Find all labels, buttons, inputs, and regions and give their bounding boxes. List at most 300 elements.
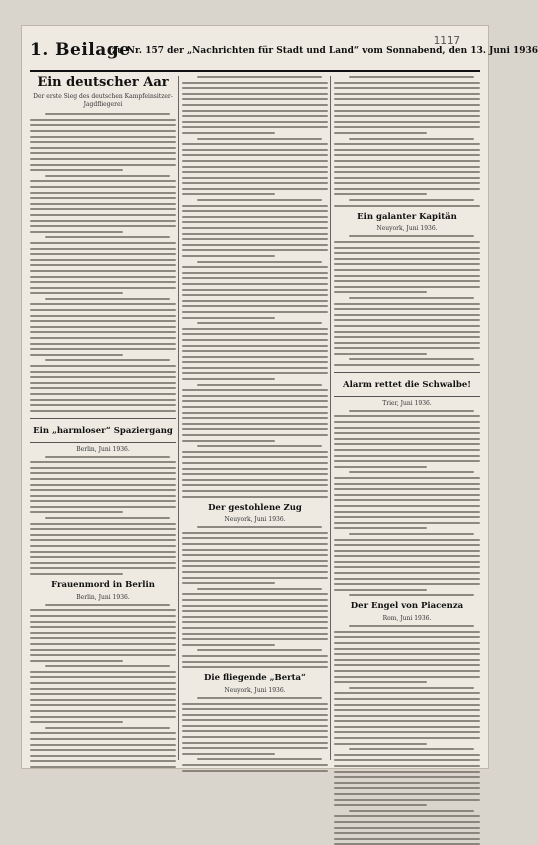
text-line: [182, 725, 328, 727]
article-title: Frauenmord in Berlin: [51, 580, 155, 590]
text-line: [334, 364, 480, 366]
text-line: [334, 494, 480, 496]
text-line: [182, 333, 328, 335]
text-line: [349, 625, 475, 627]
text-line: [334, 477, 480, 479]
article-dateline: Neuyork, Juni 1936.: [224, 516, 286, 524]
text-line: [334, 838, 480, 840]
text-line: [30, 164, 176, 166]
text-line: [30, 281, 176, 283]
text-line: [45, 298, 171, 300]
text-line: [30, 410, 176, 412]
text-line: [349, 748, 475, 750]
text-line: [30, 264, 176, 266]
text-line: [30, 472, 176, 474]
text-line: [182, 154, 328, 156]
text-line: [30, 615, 176, 617]
text-line: [334, 544, 480, 546]
text-line: [30, 534, 176, 536]
text-line: [182, 599, 328, 601]
column-3: [334, 76, 480, 760]
article-title: Alarm rettet die Schwalbe!: [343, 380, 471, 391]
text-line: [182, 277, 328, 279]
text-line: [334, 331, 480, 333]
column-rule: [178, 76, 179, 760]
text-line: [182, 221, 328, 223]
text-line: [182, 451, 328, 453]
text-line: [30, 343, 176, 345]
text-line: [334, 104, 480, 106]
text-line: [30, 136, 176, 138]
text-line: [334, 715, 480, 717]
text-line: [182, 311, 328, 313]
text-line: [30, 632, 176, 634]
column-1: [30, 76, 176, 760]
text-line: [334, 460, 480, 462]
text-line: [182, 543, 328, 545]
text-line: [182, 593, 328, 595]
text-line: [30, 119, 176, 121]
text-line: [334, 421, 480, 423]
text-line: [349, 810, 475, 812]
text-line: [182, 300, 328, 302]
text-line: [334, 443, 480, 445]
text-line: [182, 367, 328, 369]
text-line: [30, 528, 176, 530]
text-line: [30, 671, 176, 673]
text-line: [182, 764, 328, 766]
text-line: [197, 138, 323, 140]
text-line: [182, 577, 328, 579]
text-line: [182, 87, 328, 89]
text-line: [334, 258, 480, 260]
text-line: [45, 604, 171, 606]
text-line: [182, 160, 328, 162]
text-line: [334, 160, 480, 162]
text-line: [30, 331, 176, 333]
text-line: [30, 326, 176, 328]
text-line: [334, 787, 480, 789]
text-line: [30, 393, 176, 395]
text-line: [334, 527, 427, 529]
text-line: [182, 496, 328, 498]
text-line: [30, 354, 123, 356]
text-line: [182, 537, 328, 539]
column-rule: [330, 76, 331, 760]
text-line: [197, 199, 323, 201]
text-line: [334, 832, 480, 834]
text-line: [334, 87, 480, 89]
article-dateline: Neuyork, Juni 1936.: [224, 686, 286, 694]
text-line: [182, 462, 328, 464]
text-line: [30, 259, 176, 261]
text-line: [182, 440, 275, 442]
text-line: [30, 147, 176, 149]
text-line: [334, 698, 480, 700]
text-line: [334, 759, 480, 761]
text-line: [30, 192, 176, 194]
text-line: [30, 315, 176, 317]
text-line: [30, 511, 123, 513]
text-line: [349, 235, 475, 237]
text-line: [334, 182, 480, 184]
article-body: [182, 76, 328, 498]
text-line: [45, 113, 171, 115]
text-line: [182, 378, 275, 380]
text-line: [30, 287, 176, 289]
text-line: [182, 361, 328, 363]
text-line: [30, 208, 176, 210]
text-line: [182, 238, 328, 240]
text-line: [182, 356, 328, 358]
text-line: [334, 286, 480, 288]
text-line: [334, 252, 480, 254]
text-line: [334, 659, 480, 661]
text-line: [334, 438, 480, 440]
text-line: [30, 387, 176, 389]
text-line: [182, 305, 328, 307]
text-line: [334, 821, 480, 823]
text-line: [30, 225, 176, 227]
article-title: Ein galanter Kapitän: [357, 211, 457, 222]
text-line: [182, 121, 328, 123]
text-line: [182, 666, 328, 668]
masthead-text: zu Nr. 157 der „Nachrichten für Stadt und Land“ vom Sonnabend, den 13. Juni 1936: [112, 46, 538, 56]
text-line: [182, 714, 328, 716]
text-line: [182, 110, 328, 112]
text-line: [30, 660, 123, 662]
text-line: [334, 126, 480, 128]
text-line: [334, 516, 480, 518]
text-line: [334, 263, 480, 265]
text-line: [182, 747, 328, 749]
article-subtitle: Der erste Sieg des deutschen Kampfeinsitzer-Jagdfliegerei: [33, 93, 173, 108]
text-line: [334, 522, 480, 524]
text-line: [182, 205, 328, 207]
text-line: [30, 365, 176, 367]
text-line: [334, 93, 480, 95]
text-line: [334, 743, 427, 745]
text-line: [182, 582, 275, 584]
text-line: [182, 227, 328, 229]
text-line: [197, 445, 323, 447]
text-line: [30, 744, 176, 746]
text-line: [182, 644, 275, 646]
text-line: [334, 539, 480, 541]
text-line: [334, 82, 480, 84]
text-line: [334, 432, 480, 434]
text-line: [182, 417, 328, 419]
text-line: [30, 152, 176, 154]
text-line: [182, 233, 328, 235]
text-line: [182, 93, 328, 95]
text-line: [349, 358, 475, 360]
text-line: [182, 730, 328, 732]
text-line: [334, 154, 480, 156]
text-line: [30, 124, 176, 126]
text-line: [182, 479, 328, 481]
text-line: [334, 648, 480, 650]
text-line: [334, 241, 480, 243]
text-line: [30, 738, 176, 740]
text-line: [334, 815, 480, 817]
text-line: [334, 132, 427, 134]
text-line: [182, 350, 328, 352]
text-line: [45, 456, 171, 458]
text-line: [30, 231, 123, 233]
text-line: [30, 693, 176, 695]
text-line: [334, 347, 480, 349]
text-line: [197, 76, 323, 78]
text-line: [334, 291, 427, 293]
text-line: [334, 664, 480, 666]
text-line: [30, 489, 176, 491]
text-line: [182, 182, 328, 184]
text-line: [30, 197, 176, 199]
text-line: [30, 755, 176, 757]
text-line: [334, 771, 480, 773]
text-line: [30, 248, 176, 250]
text-line: [334, 676, 480, 678]
text-line: [334, 308, 480, 310]
text-line: [30, 573, 123, 575]
text-line: [30, 214, 176, 216]
text-line: [30, 303, 176, 305]
text-line: [334, 704, 480, 706]
text-line: [30, 180, 176, 182]
text-line: [182, 490, 328, 492]
text-line: [182, 473, 328, 475]
text-line: [349, 297, 475, 299]
text-line: [334, 776, 480, 778]
text-line: [334, 583, 480, 585]
text-line: [182, 143, 328, 145]
text-line: [30, 484, 176, 486]
text-line: [30, 500, 176, 502]
text-line: [182, 372, 328, 374]
text-line: [334, 499, 480, 501]
text-line: [30, 710, 176, 712]
text-line: [182, 339, 328, 341]
text-line: [45, 517, 171, 519]
text-line: [334, 505, 480, 507]
text-line: [30, 309, 176, 311]
text-line: [182, 317, 275, 319]
text-line: [182, 289, 328, 291]
text-line: [182, 149, 328, 151]
text-line: [182, 484, 328, 486]
text-line: [334, 578, 480, 580]
text-line: [334, 692, 480, 694]
text-line: [30, 320, 176, 322]
text-line: [197, 322, 323, 324]
text-line: [334, 449, 480, 451]
text-line: [30, 551, 176, 553]
text-line: [182, 633, 328, 635]
text-line: [349, 594, 475, 596]
text-line: [45, 175, 171, 177]
article-body: [334, 76, 480, 207]
text-line: [30, 732, 176, 734]
article-body: [30, 604, 176, 768]
text-line: [30, 567, 176, 569]
text-line: [182, 389, 328, 391]
text-line: [334, 353, 427, 355]
text-line: [30, 609, 176, 611]
text-line: [334, 765, 480, 767]
text-line: [182, 638, 328, 640]
text-line: [197, 697, 323, 699]
text-line: [334, 336, 480, 338]
text-line: [30, 704, 176, 706]
text-line: [334, 726, 480, 728]
text-line: [182, 132, 275, 134]
text-line: [30, 766, 176, 768]
text-line: [334, 799, 480, 801]
text-line: [334, 319, 480, 321]
text-line: [30, 637, 176, 639]
text-line: [182, 605, 328, 607]
text-line: [45, 359, 171, 361]
text-line: [182, 177, 328, 179]
text-line: [182, 210, 328, 212]
text-line: [334, 275, 480, 277]
text-line: [30, 461, 176, 463]
text-line: [30, 626, 176, 628]
text-line: [334, 572, 480, 574]
text-line: [182, 126, 328, 128]
text-line: [334, 720, 480, 722]
article-dateline: Berlin, Juni 1936.: [76, 445, 130, 453]
text-line: [197, 526, 323, 528]
text-line: [30, 158, 176, 160]
text-line: [334, 280, 480, 282]
text-line: [30, 292, 123, 294]
text-line: [30, 130, 176, 132]
text-line: [334, 636, 480, 638]
text-line: [334, 115, 480, 117]
text-line: [182, 193, 275, 195]
masthead-beilage: 1. Beilage: [30, 40, 131, 60]
text-line: [182, 565, 328, 567]
text-line: [182, 736, 328, 738]
text-line: [182, 272, 328, 274]
text-line: [30, 643, 176, 645]
text-line: [30, 371, 176, 373]
text-line: [182, 171, 328, 173]
text-line: [334, 561, 480, 563]
article-title: Ein deutscher Aar: [37, 75, 169, 90]
text-line: [334, 681, 427, 683]
text-line: [334, 247, 480, 249]
text-line: [334, 455, 480, 457]
text-line: [334, 550, 480, 552]
text-line: [30, 478, 176, 480]
text-line: [30, 716, 176, 718]
text-line: [182, 753, 275, 755]
text-line: [182, 655, 328, 657]
text-line: [30, 203, 176, 205]
text-line: [30, 495, 176, 497]
text-line: [30, 688, 176, 690]
text-line: [334, 827, 480, 829]
text-line: [334, 98, 480, 100]
text-line: [334, 188, 480, 190]
text-line: [334, 143, 480, 145]
text-line: [30, 721, 123, 723]
text-line: [349, 687, 475, 689]
text-line: [334, 631, 480, 633]
text-line: [30, 382, 176, 384]
text-line: [182, 104, 328, 106]
text-line: [30, 348, 176, 350]
text-line: [30, 242, 176, 244]
text-line: [182, 621, 328, 623]
text-line: [182, 216, 328, 218]
text-line: [334, 642, 480, 644]
article-body: [334, 625, 480, 845]
text-line: [334, 709, 480, 711]
article-body: [30, 456, 176, 575]
text-line: [30, 276, 176, 278]
text-line: [334, 314, 480, 316]
text-line: [182, 423, 328, 425]
text-line: [30, 562, 176, 564]
masthead: [30, 36, 538, 72]
article-body: [182, 697, 328, 772]
article-body: [182, 526, 328, 668]
text-line: [182, 742, 328, 744]
text-line: [334, 793, 480, 795]
text-line: [182, 468, 328, 470]
text-line: [182, 328, 328, 330]
text-line: [182, 532, 328, 534]
text-line: [30, 186, 176, 188]
text-line: [182, 571, 328, 573]
text-line: [334, 269, 480, 271]
text-line: [182, 549, 328, 551]
text-line: [30, 699, 176, 701]
text-line: [182, 115, 328, 117]
text-line: [334, 555, 480, 557]
text-line: [197, 384, 323, 386]
text-line: [30, 749, 176, 751]
text-line: [182, 428, 328, 430]
text-line: [30, 270, 176, 272]
text-line: [182, 294, 328, 296]
text-line: [182, 406, 328, 408]
text-line: [334, 670, 480, 672]
text-line: [30, 545, 176, 547]
text-line: [182, 703, 328, 705]
text-line: [182, 412, 328, 414]
text-line: [197, 758, 323, 760]
page-number: 1117: [433, 34, 460, 47]
text-line: [334, 754, 480, 756]
text-line: [197, 588, 323, 590]
text-line: [334, 804, 427, 806]
text-line: [182, 98, 328, 100]
text-line: [30, 404, 176, 406]
text-line: [30, 506, 176, 508]
text-line: [349, 138, 475, 140]
text-line: [30, 654, 176, 656]
text-line: [334, 342, 480, 344]
text-line: [197, 649, 323, 651]
text-line: [334, 166, 480, 168]
text-line: [182, 770, 328, 772]
text-line: [334, 488, 480, 490]
